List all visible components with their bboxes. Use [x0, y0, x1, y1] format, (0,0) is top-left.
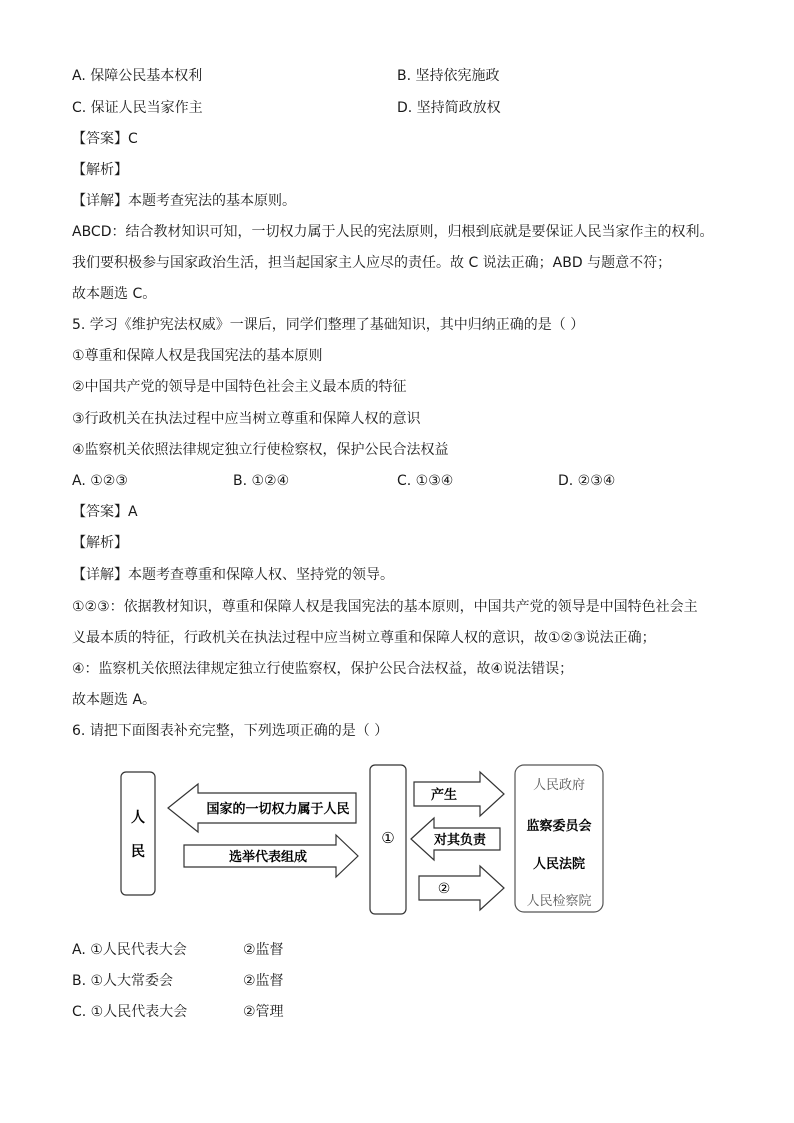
- q5-explain-1: ①②③：依据教材知识，尊重和保障人权是我国宪法的基本原则，中国共产党的领导是中国特色社会主: [72, 599, 698, 615]
- q5-item-3: ③行政机关在执法过程中应当树立尊重和保障人权的意识: [72, 411, 421, 427]
- q6-option-a-2: ②监督: [243, 942, 284, 958]
- arrow-produce-right: [414, 772, 504, 816]
- q5-explain-2: 义最本质的特征，行政机关在执法过程中应当树立尊重和保障人权的意识，故①②③说法正确；: [72, 630, 656, 646]
- q4-option-c: C. 保证人民当家作主: [72, 100, 203, 116]
- org-procuratorate: 人民检察院: [526, 894, 592, 909]
- arrow-produce-label: 产生: [430, 788, 458, 803]
- q4-explain-2: 我们要积极参与国家政治生活，担当起国家主人应尽的责任。故 C 说法正确；ABD 与题意不符；: [72, 255, 672, 271]
- q6-option-b-2: ②监督: [243, 973, 284, 989]
- arrow-power-label: 国家的一切权力属于人民: [206, 802, 350, 817]
- q4-explain-1: ABCD：结合教材知识可知，一切权力属于人民的宪法原则，归根到底就是要保证人民当家作主的权利。: [72, 224, 714, 240]
- q4-conclusion: 故本题选 C。: [72, 286, 157, 302]
- q5-item-1: ①尊重和保障人权是我国宪法的基本原则: [72, 348, 323, 364]
- org-government: 人民政府: [532, 778, 586, 793]
- q6-option-c-2: ②管理: [243, 1004, 284, 1020]
- people-label-1: 人: [131, 810, 145, 826]
- q4-analysis-label: 【解析】: [72, 162, 128, 178]
- arrow-blank-2-right: [419, 866, 504, 910]
- q4-answer: 【答案】C: [72, 131, 138, 147]
- q5-detail: 【详解】本题考查尊重和保障人权、坚持党的领导。: [72, 567, 394, 583]
- org-supervisory: 监察委员会: [526, 819, 592, 834]
- q6-option-b-1: B. ①人大常委会: [72, 973, 174, 989]
- q5-item-4: ④监察机关依照法律规定独立行使检察权，保护公民合法权益: [72, 442, 449, 458]
- people-box: [121, 772, 155, 895]
- q4-option-d: D. 坚持简政放权: [397, 100, 501, 116]
- q5-stem: 5. 学习《维护宪法权威》一课后，同学们整理了基础知识，其中归纳正确的是（ ）: [72, 317, 585, 333]
- q5-analysis-label: 【解析】: [72, 535, 128, 551]
- q4-option-b: B. 坚持依宪施政: [397, 68, 500, 84]
- q5-conclusion: 故本题选 A。: [72, 692, 157, 708]
- q4-option-a: A. 保障公民基本权利: [72, 68, 203, 84]
- q6-stem: 6. 请把下面图表补充完整，下列选项正确的是（ ）: [72, 723, 389, 739]
- q5-explain-3: ④：监察机关依照法律规定独立行使监察权，保护公民合法权益，故④说法错误；: [72, 661, 574, 677]
- q5-option-c: C. ①③④: [397, 473, 454, 489]
- arrow-responsible-label: 对其负责: [433, 833, 487, 848]
- q6-option-c-1: C. ①人民代表大会: [72, 1004, 188, 1020]
- blank-1-label: ①: [381, 829, 395, 847]
- q5-option-a: A. ①②③: [72, 473, 128, 489]
- q4-detail: 【详解】本题考查宪法的基本原则。: [72, 193, 296, 209]
- q6-option-a-1: A. ①人民代表大会: [72, 942, 187, 958]
- q5-answer: 【答案】A: [72, 504, 138, 520]
- blank-2-label: ②: [437, 881, 451, 897]
- q5-item-2: ②中国共产党的领导是中国特色社会主义最本质的特征: [72, 379, 407, 395]
- arrow-elect-label: 选举代表组成: [228, 850, 308, 865]
- q5-option-b: B. ①②④: [233, 473, 290, 489]
- state-structure-diagram: [118, 762, 618, 917]
- people-label-2: 民: [131, 844, 145, 860]
- q5-option-d: D. ②③④: [558, 473, 616, 489]
- org-court: 人民法院: [532, 857, 586, 872]
